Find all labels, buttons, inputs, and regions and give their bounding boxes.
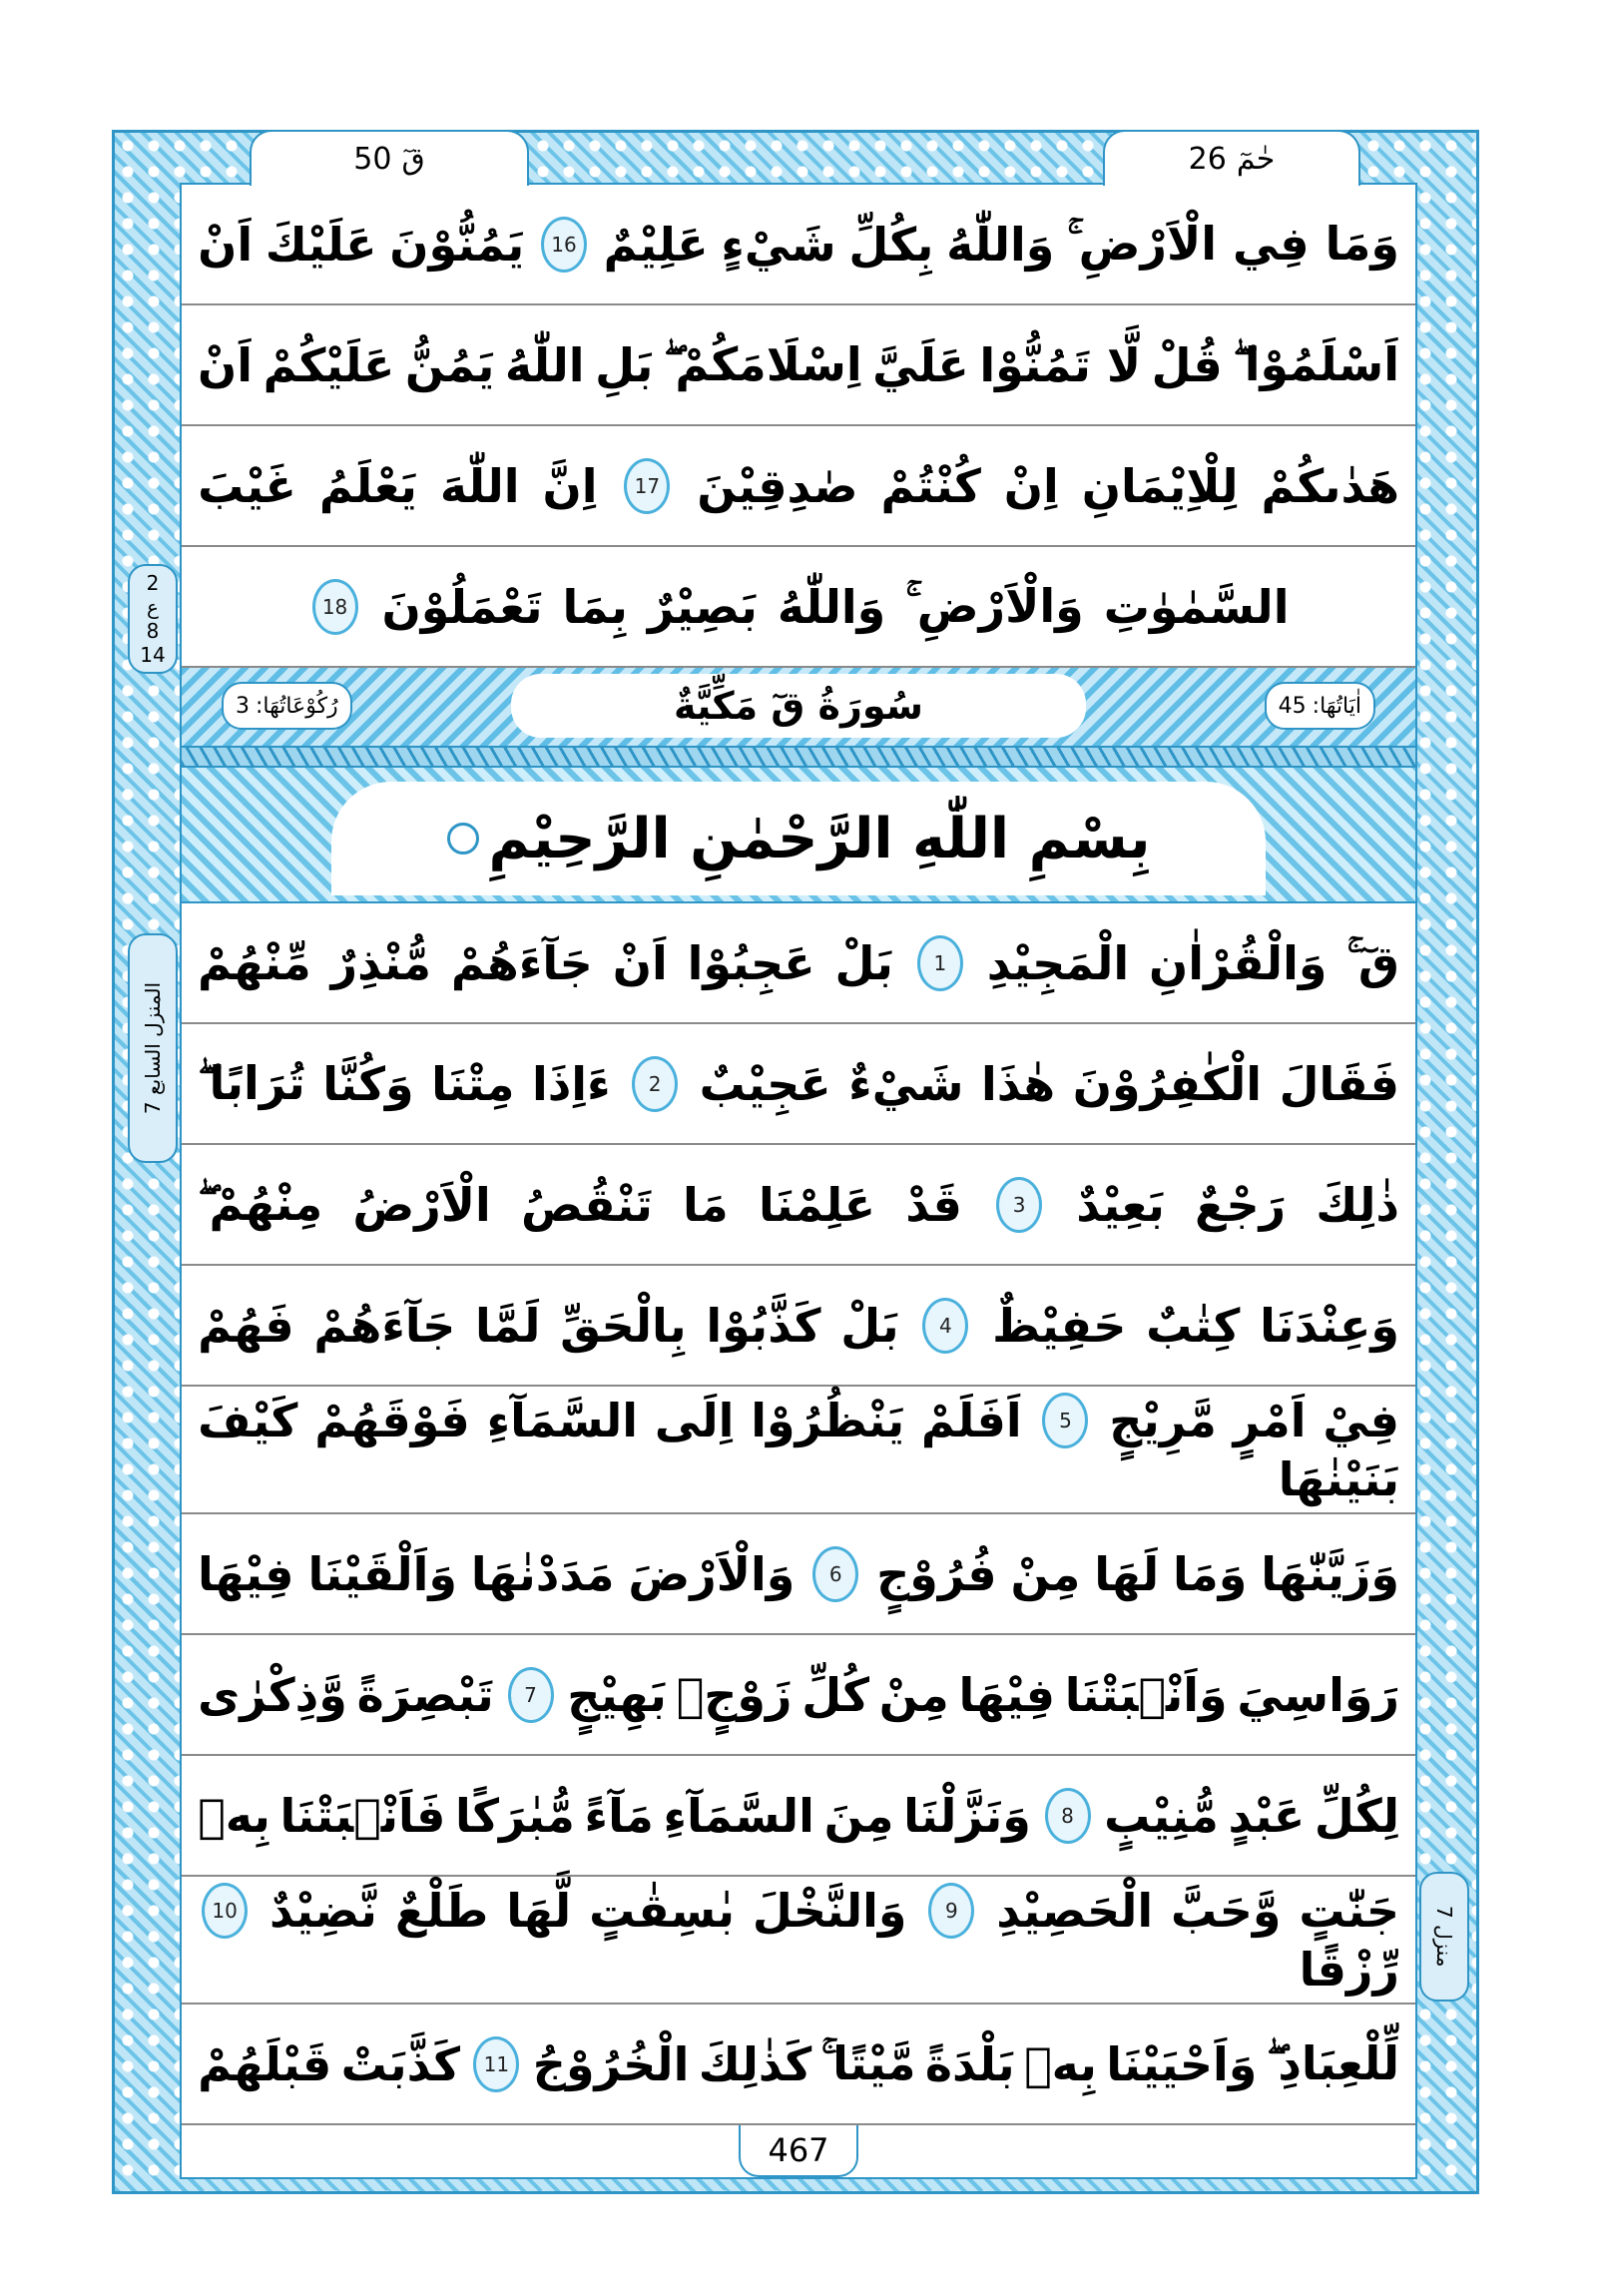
word: صٰدِقِيْنَ <box>697 458 858 513</box>
word: لَّا تَمُنُّوْا <box>979 337 1142 392</box>
ruku-marker-symbol: ع <box>147 595 159 619</box>
word: هَدٰىكُمْ <box>1261 458 1399 513</box>
text-line <box>182 1266 1415 1387</box>
header-juz-tab <box>1103 130 1360 186</box>
verse-number-marker: 9 <box>928 1883 974 1939</box>
verse-number-marker: 4 <box>922 1298 968 1354</box>
header-surah-name: قٓ <box>401 141 425 177</box>
word: لِكُلِّ <box>1314 1788 1399 1843</box>
word: مِنَ <box>823 1788 894 1843</box>
word: شَيْءٍ <box>721 217 836 272</box>
word: الْخُرُوْجُ <box>532 2036 690 2091</box>
ruku-marker-middle: 8 <box>146 619 160 643</box>
ruku-count: 3 <box>236 693 250 719</box>
word: عَلِمْنَا <box>758 1177 876 1232</box>
word: شَيْءٌ <box>848 1056 964 1111</box>
word: جَنّٰتٍ <box>1299 1884 1399 1938</box>
word: عَلَيْكَ <box>265 217 377 272</box>
word: وَاَحْيَيْنَا <box>1106 2036 1258 2091</box>
word: اَفَلَمْ <box>920 1394 1022 1447</box>
word: مُّنِيْبٍ <box>1104 1788 1219 1843</box>
word: حَفِيْظٌ <box>992 1298 1127 1353</box>
word: نَّضِيْدٌ <box>269 1884 377 1938</box>
word: رَوَاسِيَ <box>1237 1667 1399 1722</box>
word: لَّهَا <box>506 1884 572 1938</box>
text-line <box>182 185 1415 305</box>
verse-number-marker: 11 <box>473 2036 519 2092</box>
rope-divider <box>182 748 1415 768</box>
word: فِيْهَا <box>198 1546 294 1601</box>
word: الْحَصِيْدِ <box>996 1884 1154 1938</box>
word: مَّيْتًا ۚ <box>820 2035 916 2090</box>
word: تَعْمَلُوْنَ <box>381 579 543 634</box>
header-surah-tab <box>250 130 529 186</box>
circle-end-icon <box>447 823 479 855</box>
text-line <box>182 1877 1415 2005</box>
verse-number-marker: 16 <box>541 217 587 273</box>
word: مُّنْذِرٌ <box>330 935 431 990</box>
word: اَسْلَمُوْا ۖ <box>1233 336 1399 391</box>
word: وَّحَبَّ <box>1171 1884 1282 1938</box>
word: غَيْبَ <box>198 458 296 513</box>
word: مِنْ <box>878 1667 949 1722</box>
text-line <box>182 547 1415 668</box>
word: ءَاِذَا <box>531 1056 611 1111</box>
word: بَلِ <box>595 337 654 392</box>
manzil-marker-left <box>128 933 178 1163</box>
word: فَوْقَهُمْ <box>314 1394 470 1447</box>
text-line <box>182 1387 1415 1514</box>
word: رِّزْقًا <box>1299 1943 1399 1997</box>
surah-header <box>182 668 1415 748</box>
word: مُّبٰرَكًا <box>455 1788 575 1843</box>
word: لَمَّا <box>475 1298 541 1353</box>
word: كَيْفَ <box>198 1394 298 1447</box>
word: وَاَلْقَيْنَا <box>307 1546 458 1601</box>
ruku-marker-top: 2 <box>146 571 160 595</box>
word: وَالْاَرْضِ ۚ <box>905 578 1084 633</box>
text-line <box>182 305 1415 426</box>
verses-before <box>182 185 1415 668</box>
word: قُلْ <box>1151 337 1223 392</box>
word: كَذٰلِكَ <box>698 2036 812 2091</box>
text-line <box>182 903 1415 1024</box>
ruku-label: رُكُوْعَاتُهَا: <box>256 693 338 719</box>
word: بَلْدَةً <box>924 2036 1015 2091</box>
word: يَمُنُّ <box>404 337 495 392</box>
word: بَصِيْرٌ <box>647 579 758 634</box>
text-line <box>182 1024 1415 1145</box>
word: اَنْ <box>612 935 668 990</box>
text-line <box>182 2005 1415 2125</box>
word: قَدْ <box>905 1177 962 1232</box>
word: بَهِيْجٍ <box>567 1667 667 1722</box>
word: وَكُنَّا <box>322 1056 414 1111</box>
word: تَبْصِرَةً <box>356 1667 494 1722</box>
word: بَلْ <box>834 935 893 990</box>
word: الْمَجِيْدِ <box>986 935 1130 990</box>
header-juz-name: حٰمٓ <box>1236 141 1276 177</box>
word: الْكٰفِرُوْنَ <box>1072 1056 1263 1111</box>
word: اللّٰهَ <box>439 458 520 513</box>
word: اَنْ <box>198 337 254 392</box>
text-line <box>182 1514 1415 1635</box>
word: بِهٖ <box>198 1788 270 1843</box>
word: لِلْاِيْمَانِ <box>1081 458 1239 513</box>
text-area <box>180 183 1417 2179</box>
word: لِّلْعِبَادِ ۖ <box>1266 2035 1399 2090</box>
word: وَاللّٰهُ <box>777 579 886 634</box>
word: السَّمٰوٰتِ <box>1103 579 1290 634</box>
ayat-label: اٰيَاتُهَا: <box>1312 693 1361 719</box>
ruku-marker <box>128 564 178 674</box>
word: تَنْقُصُ <box>520 1177 653 1232</box>
word: كُنْتُمْ <box>880 458 981 513</box>
word: مِنْهُمْ ۖ <box>198 1176 323 1231</box>
word: وَالنَّخْلَ <box>752 1884 907 1938</box>
text-line <box>182 1756 1415 1877</box>
word: مِتْنَا <box>431 1056 515 1111</box>
word: جَآءَهُمْ <box>450 935 593 990</box>
text-line <box>182 1145 1415 1266</box>
word: الْاَرْضُ <box>352 1177 491 1232</box>
ayat-count: 45 <box>1278 693 1307 719</box>
bismillah-panel <box>182 768 1415 903</box>
verses-after <box>182 903 1415 2125</box>
word: وَمَا فِي الْاَرْضِ ۚ <box>1067 216 1399 271</box>
word: فَاَنْۢبَتْنَا <box>279 1788 446 1843</box>
word: اللّٰهُ <box>504 337 585 392</box>
verse-number-marker: 5 <box>1042 1393 1088 1448</box>
word: مَآءً <box>584 1788 654 1843</box>
word: فَهُمْ <box>198 1298 294 1353</box>
verse-number-marker: 10 <box>202 1883 248 1939</box>
verse-number-marker: 18 <box>312 579 358 635</box>
word: مَا <box>683 1177 729 1232</box>
word: بَعِيْدٌ <box>1076 1177 1165 1232</box>
word: يَعْلَمُ <box>318 458 417 513</box>
text-line <box>182 1635 1415 1756</box>
word: بِمَا <box>562 579 628 634</box>
header-surah-number: 50 <box>353 141 392 177</box>
word: جَآءَهُمْ <box>313 1298 456 1353</box>
verse-number-marker: 3 <box>996 1177 1042 1233</box>
word: لَهَا <box>1094 1546 1160 1601</box>
word: كُلِّ <box>801 1667 870 1722</box>
word: اِنَّ <box>542 458 598 513</box>
word: بَلْ <box>840 1298 899 1353</box>
word: بِكُلِّ <box>848 217 934 272</box>
word: عَلَيَّ <box>872 337 969 392</box>
word: كَذَّبَتْ <box>340 2036 460 2091</box>
text-line <box>182 426 1415 547</box>
surah-title: سُورَةُ قٓ مَكِّيَّةٌ <box>511 674 1086 738</box>
word: وَالْقُرْاٰنِ <box>1149 935 1328 990</box>
word: طَلْعٌ <box>394 1884 489 1938</box>
word: اِلَى <box>654 1394 735 1447</box>
word: فُرُوْجٍ <box>876 1546 997 1601</box>
header-juz-number: 26 <box>1188 141 1227 177</box>
manzil-left-text: المنزل السابع 7 <box>141 981 165 1115</box>
word: فِيْ <box>1323 1394 1399 1447</box>
word: عَلَيْكُمْ <box>263 337 395 392</box>
word: عَجِبُوْا <box>687 935 815 990</box>
word: اِنْ <box>1003 458 1059 513</box>
bismillah-text: بِسْمِ اللّٰهِ الرَّحْمٰنِ الرَّحِيْمِ <box>488 806 1151 871</box>
word: اِسْلَامَكُمْ ۖ <box>663 336 862 391</box>
verse-number-marker: 6 <box>812 1546 858 1602</box>
word: وَمَا <box>1173 1546 1248 1601</box>
word: عَبْدٍ <box>1228 1788 1306 1843</box>
word: وَنَزَّلْنَا <box>903 1788 1031 1843</box>
word: رَجْعٌ <box>1195 1177 1287 1232</box>
word: السَّمَآءِ <box>486 1394 639 1447</box>
word: مِنْ <box>1010 1546 1081 1601</box>
verse-number-marker: 7 <box>508 1667 554 1723</box>
word: وَاَنْۢبَتْنَا <box>1064 1667 1228 1722</box>
word: وَّذِكْرٰى <box>198 1667 347 1722</box>
word: بَنَيْنٰهَا <box>1278 1452 1399 1506</box>
verse-number-marker: 2 <box>632 1056 678 1112</box>
word: السَّمَآءِ <box>663 1788 814 1843</box>
word: مَدَدْنٰهَا <box>470 1546 615 1601</box>
ruku-marker-bottom: 14 <box>140 643 166 667</box>
word: ذٰلِكَ <box>1316 1177 1399 1232</box>
ruku-count-badge <box>222 682 352 730</box>
manzil-marker-right <box>1419 1872 1469 2002</box>
manzil-right-text: منزل 7 <box>1432 1906 1456 1968</box>
word: اَنْ <box>198 217 254 272</box>
word: بِالْحَقِّ <box>560 1298 687 1353</box>
word: وَاللّٰهُ <box>946 217 1055 272</box>
page-number: 467 <box>739 2125 858 2177</box>
word: مَّرِيْجٍ <box>1109 1394 1217 1447</box>
word: كَذَّبُوْا <box>706 1298 821 1353</box>
word: وَالْاَرْضَ <box>628 1546 796 1601</box>
word: اَمْرٍ <box>1233 1394 1307 1447</box>
word: وَزَيَّنّٰهَا <box>1261 1546 1399 1601</box>
ayat-count-badge <box>1265 682 1375 730</box>
word: وَعِنْدَنَا <box>1260 1298 1399 1353</box>
word: بِهٖ <box>1024 2036 1097 2091</box>
word: قٓ ۚ <box>1346 934 1399 989</box>
word: تُرَابًا ۖ <box>198 1055 305 1110</box>
word: عَجِيْبٌ <box>699 1056 831 1111</box>
word: فِيْهَا <box>958 1667 1055 1722</box>
word: بٰسِقٰتٍ <box>589 1884 735 1938</box>
verse-number-marker: 1 <box>917 935 963 991</box>
word: عَلِيْمٌ <box>603 217 709 272</box>
word: يَمُنُّوْنَ <box>389 217 525 272</box>
word: زَوْجٍۢ <box>676 1667 793 1722</box>
word: قَبْلَهُمْ <box>198 2036 332 2091</box>
word: كِتٰبٌ <box>1146 1298 1241 1353</box>
verse-number-marker: 8 <box>1045 1788 1091 1844</box>
word: فَقَالَ <box>1279 1056 1399 1111</box>
word: مِّنْهُمْ <box>198 935 311 990</box>
verse-number-marker: 17 <box>624 458 670 514</box>
word: يَنْظُرُوْا <box>751 1394 905 1447</box>
word: هٰذَا <box>980 1056 1056 1111</box>
